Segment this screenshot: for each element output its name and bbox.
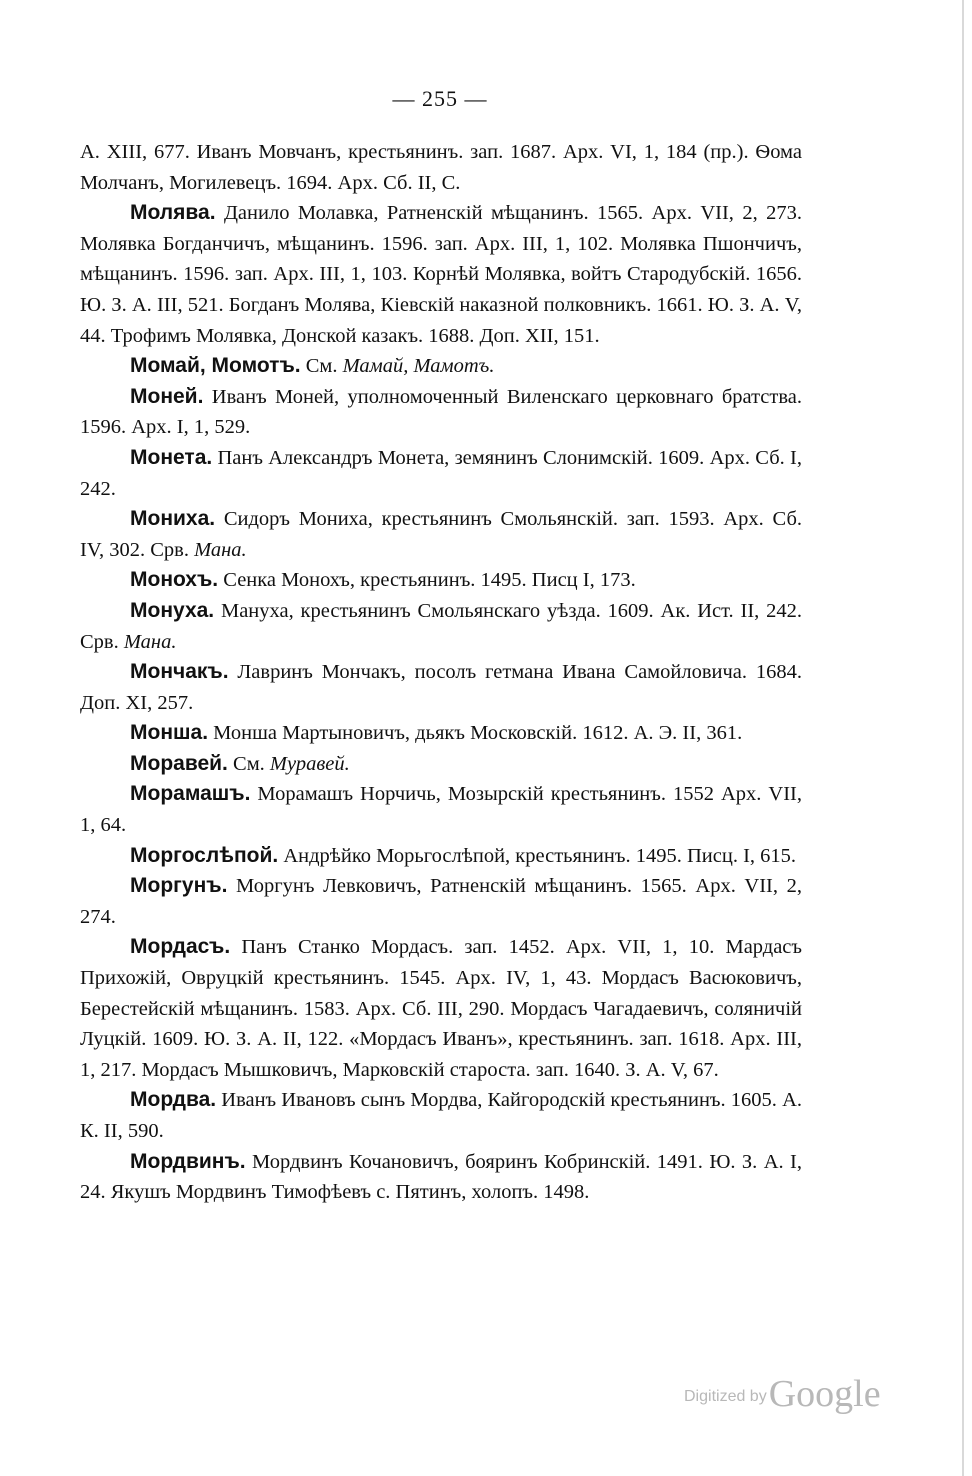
entry-text: Морамашъ Норчичь, Мозырскій крестьянинъ. 1552 Арх. VII, 1, 64. (80, 783, 802, 837)
digitized-by-google-watermark (684, 1372, 881, 1416)
entry-morgun (80, 871, 802, 932)
entry-monchak (80, 657, 802, 718)
entry-monei (80, 382, 802, 443)
entry-headword: Морамашъ. (130, 782, 251, 806)
entry-headword: Момай, Момотъ. (130, 354, 301, 378)
entry-morgoslepoi (80, 841, 802, 872)
entry-moneta (80, 443, 802, 504)
entry-headword: Мордасъ. (130, 935, 231, 959)
entry-mordas (80, 932, 802, 1085)
entry-moravei (80, 749, 802, 780)
entry-headword: Монета. (130, 445, 213, 469)
entry-text: Панъ Александръ Монета, земянинъ Слонимскій. 1609. Арх. Сб. I, 242. (80, 446, 802, 500)
entry-text: См. (305, 355, 338, 378)
entry-headword: Молява. (130, 201, 216, 225)
entry-text: Лавринъ Мончакъ, посолъ гетмана Ивана Самойловича. 1684. Доп. XI, 257. (80, 661, 802, 714)
entry-moramash (80, 779, 802, 840)
entry-momai-momot (80, 351, 802, 382)
entry-headword: Монуха. (130, 598, 215, 622)
entry-headword: Монша. (130, 721, 209, 745)
entry-headword: Моргослѣпой. (130, 843, 279, 867)
entry-text: Иванъ Ивановъ сынъ Мордва, Кайгородскій крестьянинъ. 1605. А. К. II, 590. (80, 1089, 803, 1142)
dictionary-text (80, 137, 802, 1208)
entry-continuation (80, 137, 802, 198)
entry-text: Сидоръ Мониха, крестьянинъ Смольянскій. зап. 1593. Арх. Сб. IV, 302. Срв. (80, 508, 803, 561)
entry-headword: Монохъ. (130, 568, 219, 592)
entry-text: Моргунъ Левковичъ, Ратненскій мѣщанинъ. 1565. Арх. VII, 2, 274. (80, 875, 802, 928)
entry-text: Иванъ Моней, уполномоченный Виленскаго церковнаго братства. 1596. Арх. I, 1, 529. (80, 385, 802, 439)
entry-text: А. XIII, 677. Иванъ Мовчанъ, крестьянинъ. зап. 1687. Арх. VI, 1, 184 (пр.). Ѳома Молчанъ, Могилевецъ. 1694. Арх. Сб. II, С. (80, 141, 802, 194)
entry-mordvin (80, 1147, 802, 1208)
google-logo: Google (768, 1373, 881, 1415)
entry-headword: Мордва. (130, 1088, 217, 1112)
entry-headword: Моргунъ. (130, 874, 228, 898)
entry-text: Андрѣйко Морьгослѣпой, крестьянинъ. 1495. Писц. I, 615. (283, 844, 797, 867)
entry-text: Мордвинъ Кочановичъ, бояринъ Кобринскій. 1491. Ю. З. А. I, 24. Якушъ Мордвинъ Тимофѣевъ с. Пятинъ, холопъ. 1498. (80, 1150, 802, 1204)
entry-headword: Мончакъ. (130, 660, 229, 684)
entry-see-reference: Мана. (194, 538, 247, 561)
entry-see-reference: Мана. (123, 630, 177, 653)
entry-headword: Моней. (130, 384, 204, 408)
entry-see-reference: Мамай, Мамотъ. (342, 355, 495, 378)
entry-see-reference: Муравей. (269, 752, 350, 775)
entry-text: Панъ Станко Мордасъ. зап. 1452. Арх. VII, 1, 10. Мардасъ Прихожій, Овруцкій крестьянинъ. 1545. Арх. IV, 1, 43. Мордасъ Васюковичъ, Берестейскій мѣщанинъ. 1583. Арх. Сб. III, 290. Мордасъ Чагадаевичъ, соляничій Луцкій. 1609. Ю. З. А. II, 122. «Мордасъ Иванъ», крестьянинъ. зап. 1618. Арх. III, 1, 217. Мордасъ Мышковичъ, Марковскій староста. зап. 1640. З. А. V, 67. (80, 936, 802, 1081)
entry-text: См. (233, 752, 265, 775)
entry-headword: Мордвинъ. (130, 1149, 246, 1173)
entry-monsha (80, 718, 802, 749)
entry-monikha (80, 504, 802, 565)
entry-mordva (80, 1085, 802, 1146)
entry-monukha (80, 596, 802, 657)
entry-headword: Моравей. (130, 751, 228, 775)
entry-text: Мануха, крестьянинъ Смольянскаго уѣзда. 1609. Ак. Ист. II, 242. Срв. (80, 599, 802, 653)
entry-text: Сенка Монохъ, крестьянинъ. 1495. Писц I, 173. (223, 569, 636, 592)
entry-headword: Мониха. (130, 507, 216, 531)
entry-molyava (80, 198, 802, 351)
page-edge-line (962, 0, 964, 1476)
page-number: — 255 — (392, 86, 488, 111)
entry-text: Монша Мартыновичъ, дьякъ Московскій. 1612. А. Э. II, 361. (213, 722, 743, 745)
entry-text: Данило Молавка, Ратненскій мѣщанинъ. 1565. Арх. VII, 2, 273. Молявка Богданчичъ, мѣщанинъ. 1596. зап. Арх. III, 1, 102. Молявка Пшончичъ, мѣщанинъ. 1596. зап. Арх. III, 1, 103. Корнѣй Молявка, войтъ Стародубскій. 1656. Ю. З. А. III, 521. Богданъ Молява, Кіевскій наказной полковникъ. 1661. Ю. З. А. V, 44. Трофимъ Молявка, Донской казакъ. 1688. Доп. XII, 151. (80, 202, 802, 347)
entry-monokh (80, 565, 802, 596)
watermark-prefix: Digitized by (684, 1388, 767, 1405)
